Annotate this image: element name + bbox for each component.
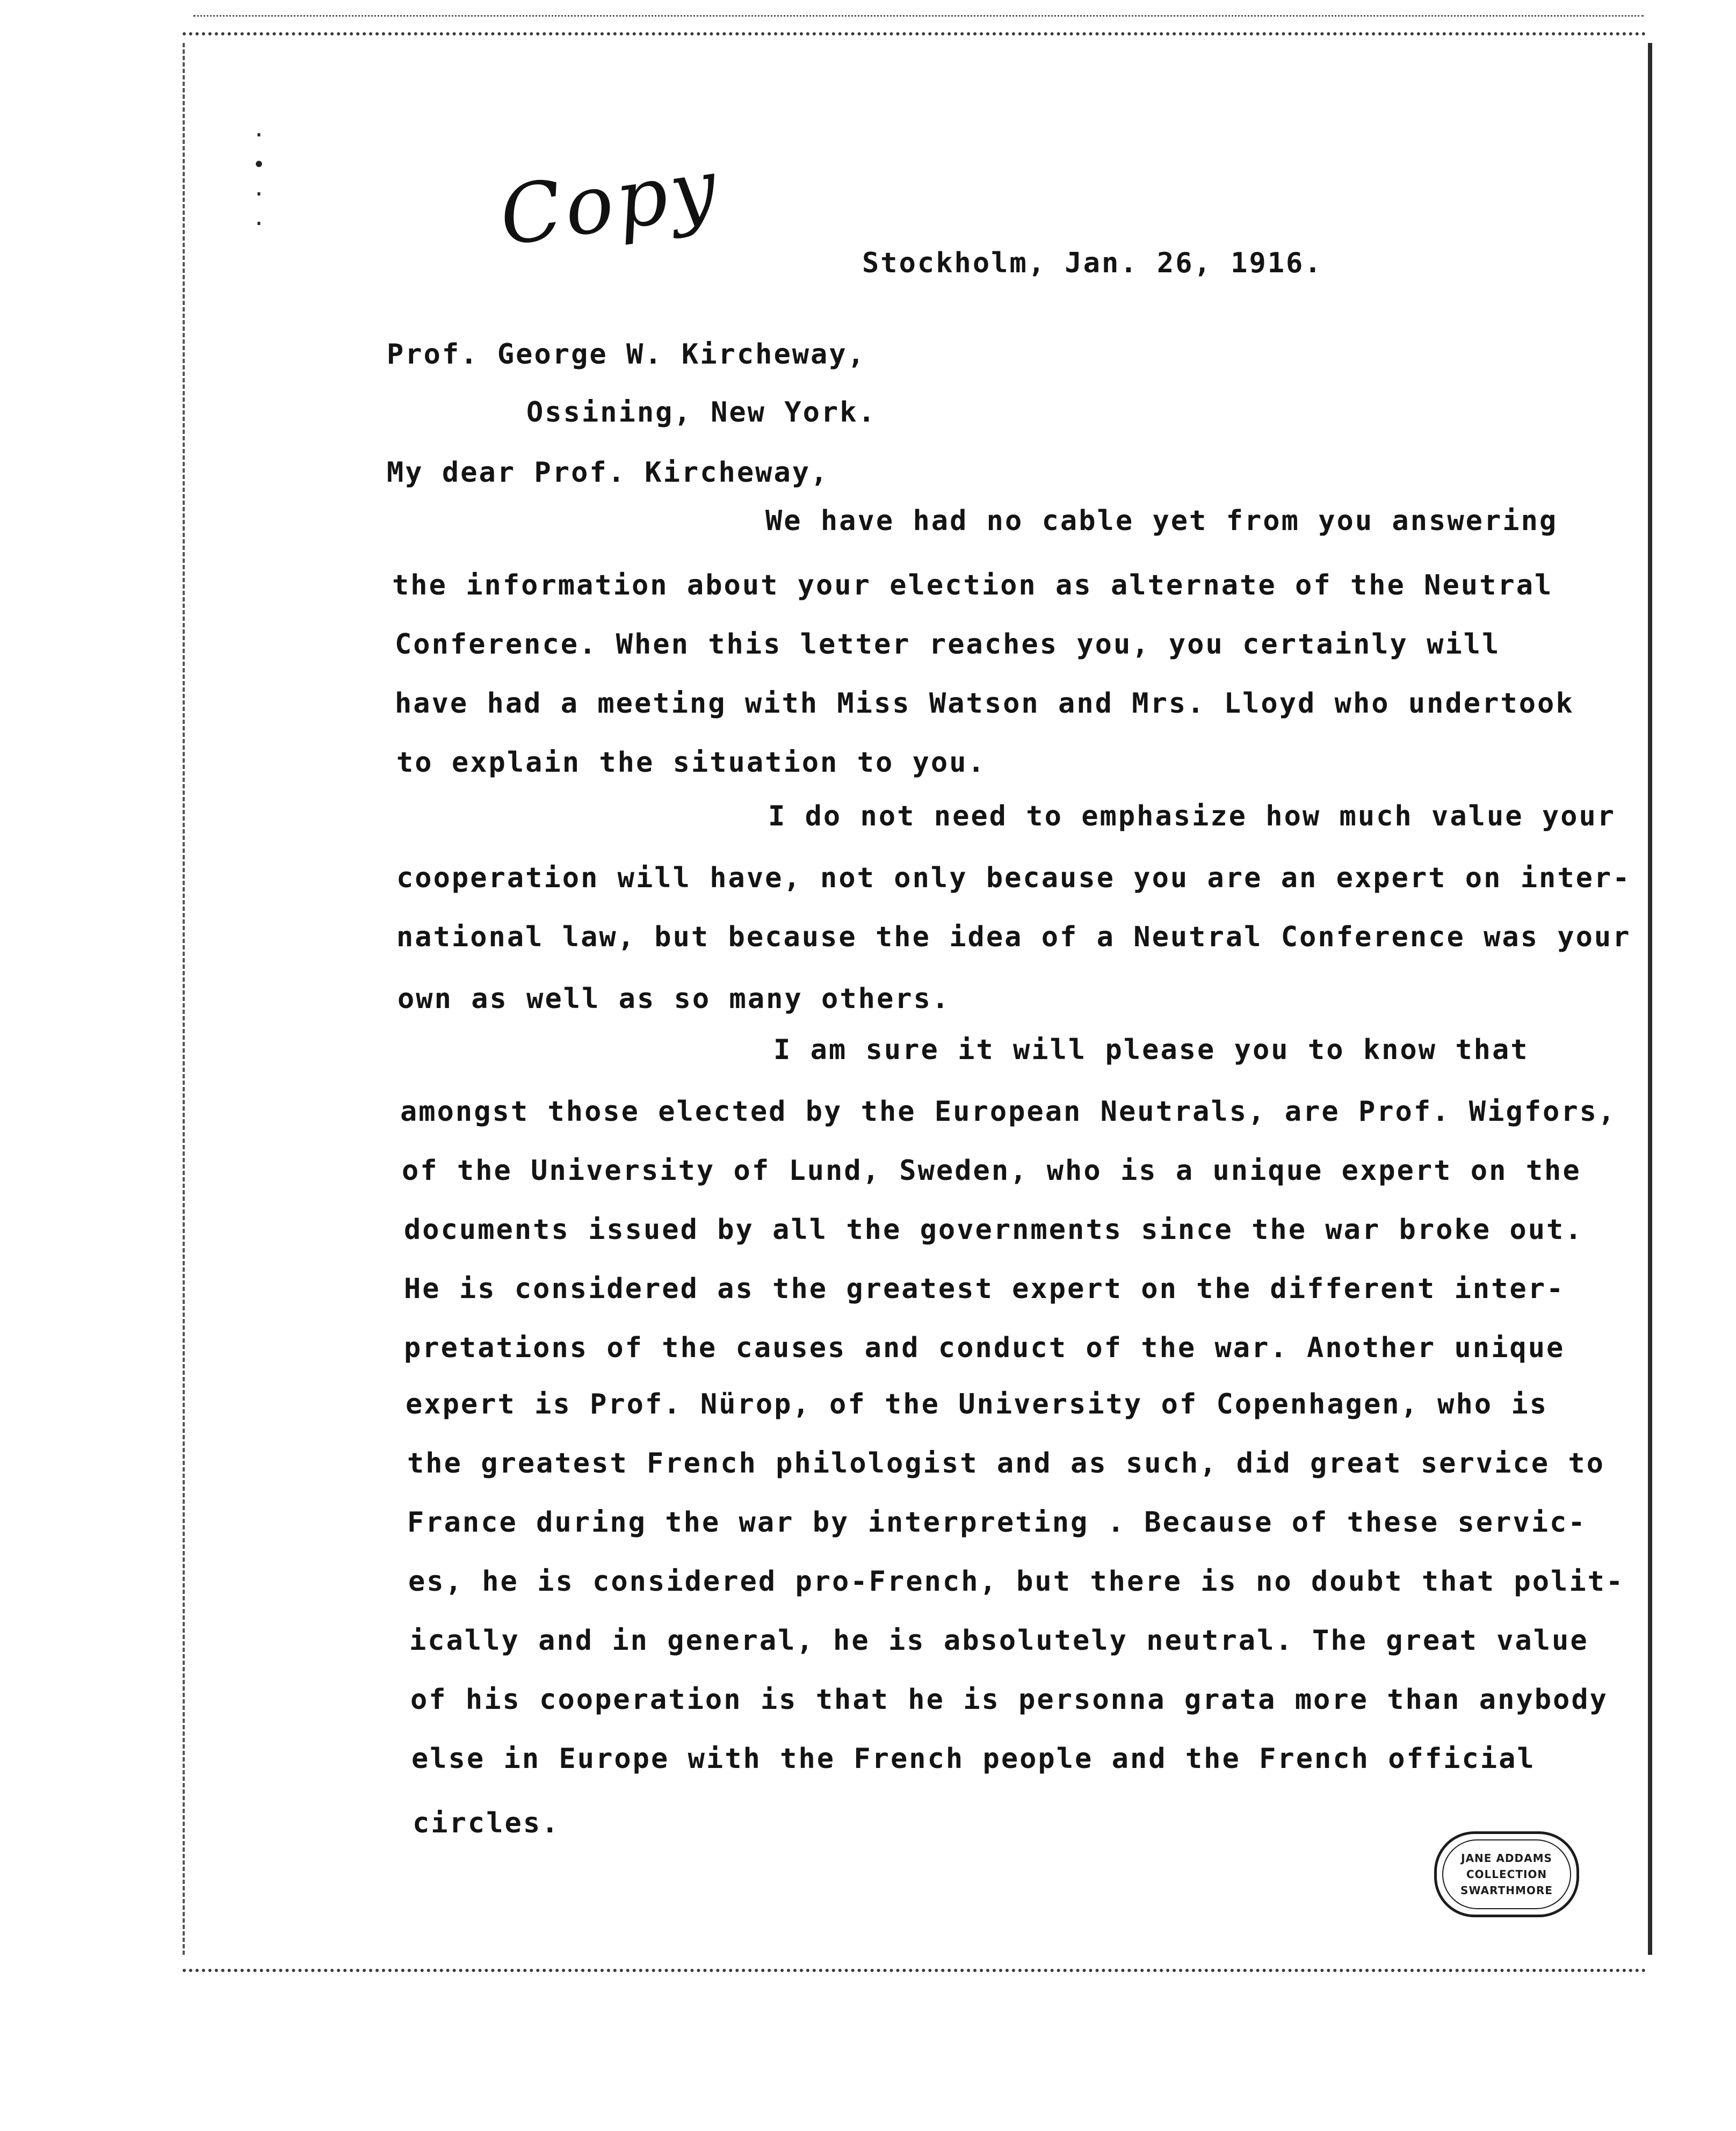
body-line: else in Europe with the French people and the French official	[411, 1743, 1536, 1775]
body-line: own as well as so many others.	[397, 983, 951, 1015]
body-line: of the University of Lund, Sweden, who is a unique expert on the	[402, 1155, 1581, 1187]
body-line: We have had no cable yet from you answering	[765, 505, 1558, 537]
body-line: I do not need to emphasize how much value your	[768, 800, 1616, 832]
body-line: have had a meeting with Miss Watson and Mrs. Lloyd who undertook	[395, 687, 1574, 720]
left-page-edge	[183, 43, 185, 1955]
stamp-inner-ring	[1442, 1839, 1571, 1909]
body-line: He is considered as the greatest expert on the different inter-	[404, 1273, 1565, 1305]
recipient-address: Ossining, New York.	[526, 396, 877, 429]
body-line: I am sure it will please you to know that	[773, 1034, 1529, 1066]
salutation: My dear Prof. Kircheway,	[387, 456, 829, 489]
body-line: ically and in general, he is absolutely neutral. The great value	[409, 1625, 1589, 1657]
body-line: documents issued by all the governments since the war broke out.	[404, 1214, 1583, 1246]
body-line: es, he is considered pro-French, but there is no doubt that polit-	[408, 1565, 1625, 1598]
stamp-line: COLLECTION	[1466, 1868, 1547, 1881]
body-line: France during the war by interpreting . Because of these servic-	[407, 1506, 1587, 1539]
top-edge-noise	[193, 15, 1644, 21]
body-line: amongst those elected by the European Neutrals, are Prof. Wigfors,	[400, 1096, 1617, 1128]
right-page-edge	[1648, 43, 1652, 1955]
body-line: Conference. When this letter reaches you, you certainly will	[395, 628, 1501, 661]
body-line: of his cooperation is that he is personna grata more than anybody	[410, 1684, 1608, 1716]
body-line: the greatest French philologist and as such, did great service to	[407, 1447, 1605, 1480]
stamp-line: JANE ADDAMS	[1461, 1852, 1552, 1865]
collection-stamp	[1434, 1831, 1579, 1917]
body-line: circles.	[413, 1807, 560, 1839]
handwritten-copy-note: Copy	[494, 141, 725, 264]
body-line: to explain the situation to you.	[396, 746, 986, 779]
stamp-line: SWARTHMORE	[1460, 1884, 1553, 1897]
recipient-name: Prof. George W. Kircheway,	[387, 338, 866, 371]
margin-punch-marks: · • · ·	[252, 123, 266, 236]
body-line: expert is Prof. Nürop, of the University of Copenhagen, who is	[406, 1388, 1549, 1420]
body-line: national law, but because the idea of a Neutral Conference was your	[396, 921, 1631, 953]
dateline: Stockholm, Jan. 26, 1916.	[862, 247, 1323, 279]
body-line: pretations of the causes and conduct of the war. Another unique	[404, 1332, 1565, 1364]
body-line: the information about your election as alternate of the Neutral	[392, 569, 1553, 601]
body-line: cooperation will have, not only because you are an expert on inter-	[396, 862, 1631, 894]
